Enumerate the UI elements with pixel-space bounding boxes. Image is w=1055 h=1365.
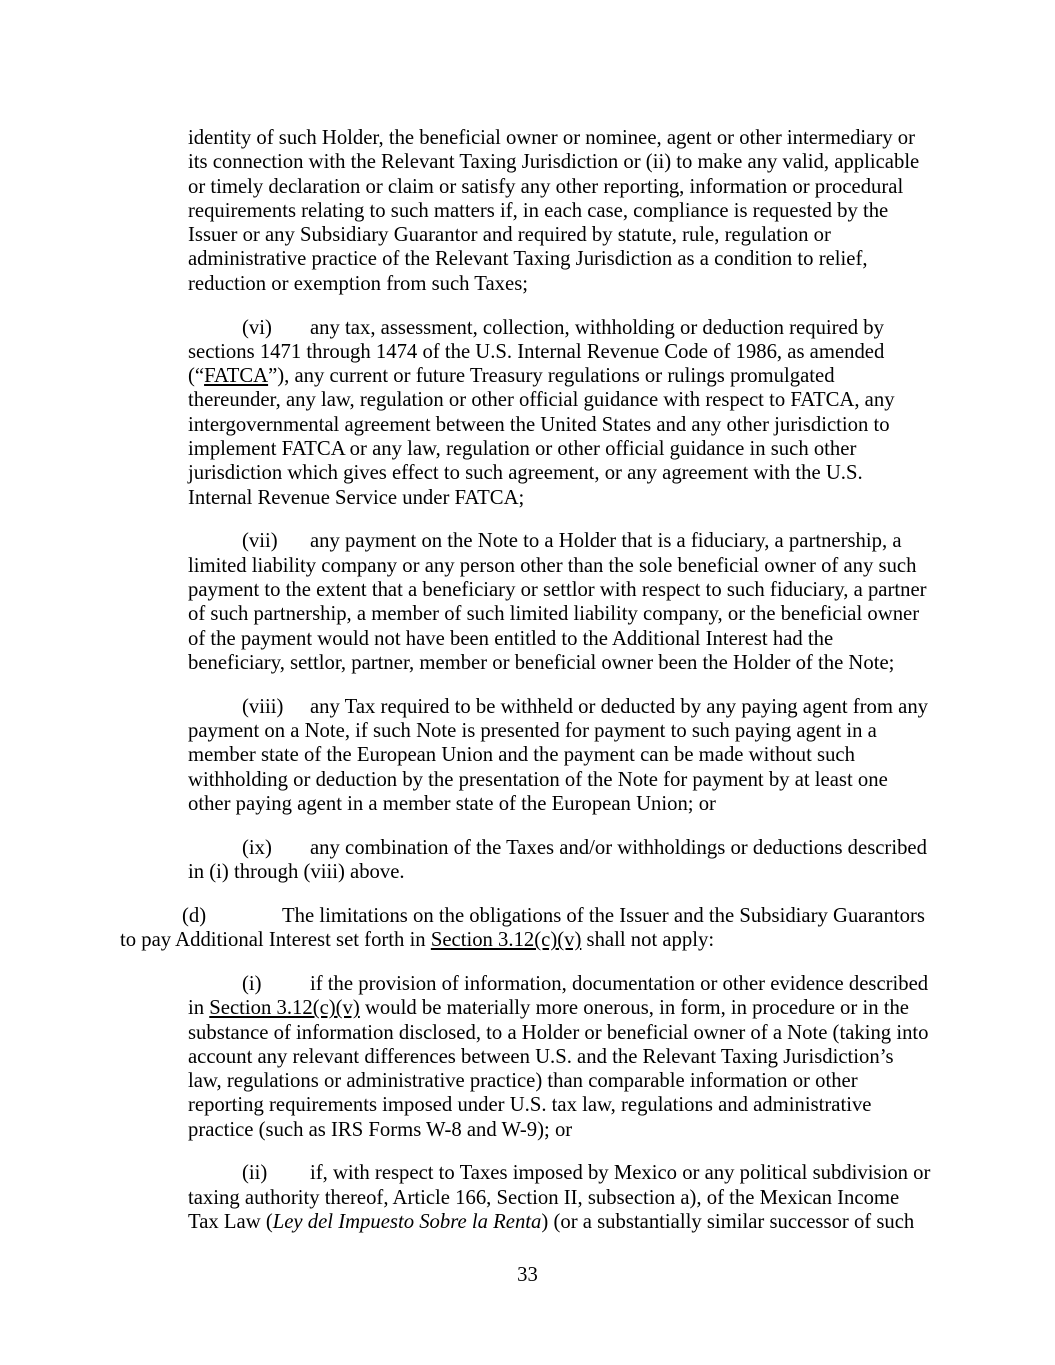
text-run: if, with respect to Taxes imposed by Mexico or any political subdivision or taxing authority thereof, Article 166, Section II, subsection a), of the Mexican Income Tax Law ( <box>188 1162 931 1234</box>
text-run: ) (or a substantially similar successor of such <box>541 1211 915 1234</box>
text-run: if the provision of information, documentation or other evidence described in <box>188 972 929 1020</box>
text-run: any tax, assessment, collection, withholding or deduction required by sections 1471 through 1474 of the U.S. Internal Revenue Code of 1986, as amended (“ <box>188 316 885 388</box>
paragraph-v-continuation <box>188 126 932 296</box>
document-body <box>120 126 932 1254</box>
page-number: 33 <box>517 1264 538 1286</box>
paragraph-viii <box>188 695 932 816</box>
text-run: would be materially more onerous, in form, in procedure or in the substance of information disclosed, to a Holder or beneficial owner of a Note (taking into account any relevant differences between U.S. and the Relevant Taxing Jurisdiction’s law, regulations or administrative practice) than comparable information or other reporting requirements imposed under U.S. tax law, regulations and administrative practice (such as IRS Forms W-8 and W-9); or <box>188 997 929 1141</box>
item-marker: (vii) <box>242 530 278 553</box>
item-marker: (ix) <box>242 836 272 859</box>
item-marker: (viii) <box>242 695 284 718</box>
paragraph-d <box>120 904 932 953</box>
text-run: any payment on the Note to a Holder that is a fiduciary, a partnership, a limited liability company or any person other than the sole beneficial owner of any such payment to the extent that a beneficiary or settlor with respect to such fiduciary, a partner of such partnership, a member of such limited liability company, or the beneficial owner of the payment would not have been entitled to the Additional Interest had the beneficiary, settlor, partner, member or beneficial owner been the Holder of the Note; <box>188 530 927 674</box>
paragraph-ii <box>188 1161 932 1234</box>
text-run: shall not apply: <box>581 929 715 952</box>
paragraph-i <box>188 972 932 1142</box>
paragraph-vi <box>188 316 932 510</box>
underlined-text: Section 3.12(c)(v) <box>430 929 582 952</box>
item-marker: (vi) <box>242 316 272 339</box>
underlined-text: FATCA <box>204 365 269 388</box>
paragraph-ix <box>188 836 932 885</box>
italic-text: Ley del Impuesto Sobre la Renta <box>272 1211 542 1234</box>
item-marker: (d) <box>182 904 207 927</box>
underlined-text: Section 3.12(c)(v) <box>209 997 360 1020</box>
text-run: any Tax required to be withheld or deducted by any paying agent from any payment on a Note, if such Note is presented for payment to such paying agent in a member state of the European Union and the payment can be made without such withholding or deduction by the presentation of the Note for payment by at least one other paying agent in a member state of the European Union; or <box>188 695 929 815</box>
paragraph-vii <box>188 529 932 675</box>
text-run: identity of such Holder, the beneficial owner or nominee, agent or other intermediary or its connection with the Relevant Taxing Jurisdiction or (ii) to make any valid, applicable or timely declaration or claim or satisfy any other reporting, information or procedural requirements relating to such matters if, in each case, compliance is requested by the Issuer or any Subsidiary Guarantor and required by statute, rule, regulation or administrative practice of the Relevant Taxing Jurisdiction as a condition to relief, reduction or exemption from such Taxes; <box>188 127 920 295</box>
text-run: The limitations on the obligations of the Issuer and the Subsidiary Guarantors to pay Additional Interest set forth in <box>120 904 925 952</box>
text-run: ”), any current or future Treasury regulations or rulings promulgated thereunder, any law, regulation or other official guidance with respect to FATCA, any intergovernmental agreement between the United States and any other jurisdiction to implement FATCA or any law, regulation or other official guidance in such other jurisdiction which gives effect to such agreement, or any agreement with the U.S. Internal Revenue Service under FATCA; <box>188 365 895 509</box>
item-marker: (ii) <box>242 1162 268 1185</box>
text-run: any combination of the Taxes and/or withholdings or deductions described in (i) through (viii) above. <box>188 836 927 884</box>
item-marker: (i) <box>242 972 262 995</box>
